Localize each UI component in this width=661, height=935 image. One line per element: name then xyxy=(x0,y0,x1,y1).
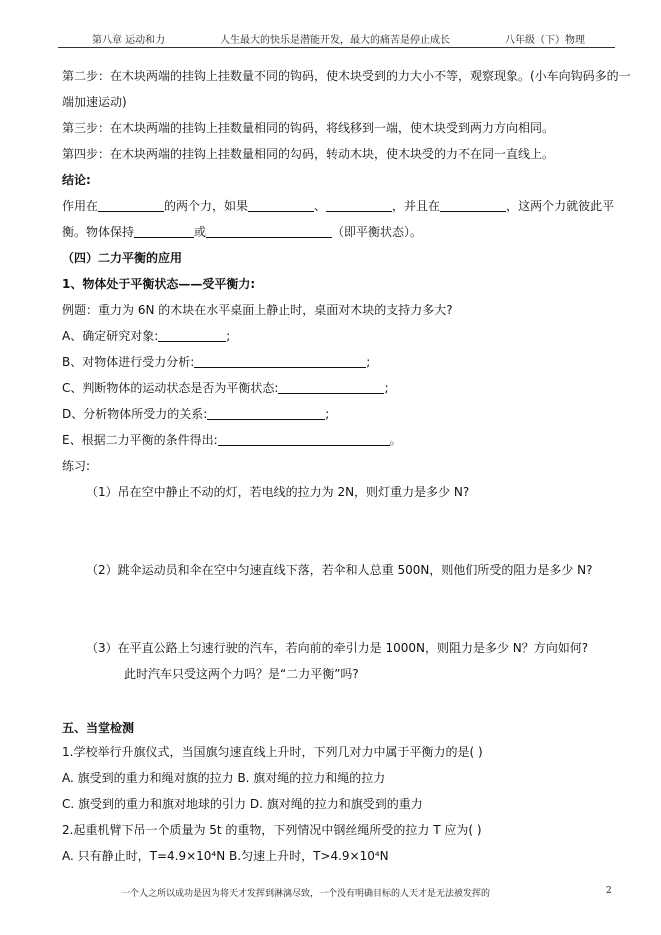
text: 衡。物体保持 xyxy=(62,225,135,239)
page-header xyxy=(58,29,615,48)
step-b xyxy=(62,354,370,370)
blank-5[interactable] xyxy=(134,225,194,238)
practice-2: （2）跳伞运动员和伞在空中匀速直线下落，若伞和人总重 500N，则他们所受的阻力是多少 N? xyxy=(86,563,593,577)
blank-2[interactable] xyxy=(248,199,314,212)
text: ，这两个力就彼此平 xyxy=(506,199,615,213)
blank-b[interactable] xyxy=(194,355,366,368)
practice-3-line-1: （3）在平直公路上匀速行驶的汽车，若向前的牵引力是 1000N，则阻力是多少 N？方向如何? xyxy=(86,641,589,655)
step-c xyxy=(62,380,388,396)
blank-d[interactable] xyxy=(207,407,325,420)
example-question: 例题：重力为 6N 的木块在水平桌面上静止时，桌面对木块的支持力多大? xyxy=(62,303,453,317)
practice-title: 练习: xyxy=(62,459,91,473)
text: E、根据二力平衡的条件得出: xyxy=(62,433,218,447)
blank-3[interactable] xyxy=(326,199,392,212)
text: ; xyxy=(325,407,330,421)
text: 。 xyxy=(389,433,402,447)
blank-4[interactable] xyxy=(440,199,506,212)
conclusion-title: 结论: xyxy=(62,173,91,187)
blank-1[interactable] xyxy=(98,199,164,212)
blank-c[interactable] xyxy=(278,381,384,394)
question-1-options-cd: C. 旗受到的重力和旗对地球的引力 D. 旗对绳的拉力和旗受到的重力 xyxy=(62,797,423,811)
text: 、 xyxy=(314,199,327,213)
question-1: 1.学校举行升旗仪式，当国旗匀速直线上升时，下列几对力中属于平衡力的是( ) xyxy=(62,745,483,759)
text: ; xyxy=(226,329,231,343)
section-5-title: 五、当堂检测 xyxy=(62,721,135,735)
step-d xyxy=(62,406,329,422)
step-3: 第三步：在木块两端的挂钩上挂数量相同的钩码，将线移到一端，使木块受到两力方向相同。 xyxy=(62,121,555,135)
text: D、分析物体所受力的关系: xyxy=(62,407,208,421)
step-2-line-1: 第二步：在木块两端的挂钩上挂数量不同的钩码，使木块受到的力大小不等，观察现象。(小车向钩码多的一 xyxy=(62,69,631,83)
text: ; xyxy=(366,355,371,369)
footer-motto: 一个人之所以成功是因为将天才发挥到淋漓尽致，一个没有明确目标的人天才是无法被发挥的 xyxy=(121,889,491,899)
text: 或 xyxy=(194,225,207,239)
text: ，并且在 xyxy=(392,199,441,213)
text: 作用在 xyxy=(62,199,99,213)
header-motto: 人生最大的快乐是潜能开发，最大的痛苦是停止成长 xyxy=(220,35,450,46)
step-a xyxy=(62,328,230,344)
conclusion-line-1 xyxy=(62,198,614,214)
text: 的两个力，如果 xyxy=(164,199,249,213)
section-4-subtitle: 1、物体处于平衡状态——受平衡力: xyxy=(62,277,256,291)
conclusion-line-2 xyxy=(62,224,422,240)
text: （即平衡状态）。 xyxy=(332,225,423,239)
text: C、判断物体的运动状态是否为平衡状态: xyxy=(62,381,279,395)
header-grade: 八年级（下）物理 xyxy=(505,35,585,46)
section-4-title: （四）二力平衡的应用 xyxy=(62,251,183,265)
page-number: 2 xyxy=(606,886,612,896)
blank-a[interactable] xyxy=(158,329,226,342)
question-2-options-ab: A. 只有静止时，T=4.9×10⁴N B.匀速上升时，T>4.9×10⁴N xyxy=(62,849,389,863)
blank-e[interactable] xyxy=(218,433,390,446)
practice-3-line-2: 此时汽车只受这两个力吗？是“二力平衡”吗? xyxy=(124,667,359,681)
blank-6[interactable] xyxy=(206,225,332,238)
text: B、对物体进行受力分析: xyxy=(62,355,195,369)
text: A、确定研究对象: xyxy=(62,329,159,343)
step-e xyxy=(62,432,402,448)
header-chapter: 第八章 运动和力 xyxy=(92,35,166,46)
text: ; xyxy=(384,381,389,395)
question-2: 2.起重机臂下吊一个质量为 5t 的重物，下列情况中钢丝绳所受的拉力 T 应为( ) xyxy=(62,823,482,837)
step-4: 第四步：在木块两端的挂钩上挂数量相同的勾码，转动木块，使木块受的力不在同一直线上。 xyxy=(62,147,555,161)
practice-1: （1）吊在空中静止不动的灯，若电线的拉力为 2N，则灯重力是多少 N? xyxy=(86,485,470,499)
question-1-options-ab: A. 旗受到的重力和绳对旗的拉力 B. 旗对绳的拉力和绳的拉力 xyxy=(62,771,386,785)
step-2-line-2: 端加速运动) xyxy=(62,95,127,109)
